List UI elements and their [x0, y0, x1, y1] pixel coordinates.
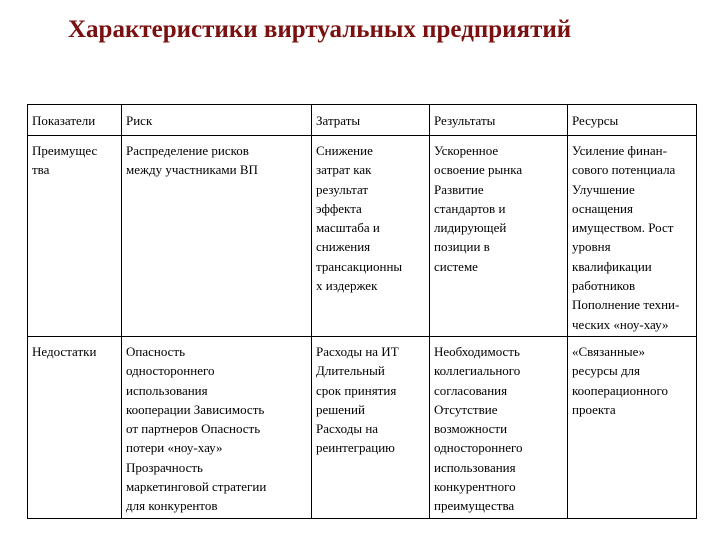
advantages-resources-cell: Усиление финан- сового потенциала Улучшение оснащения имуществом. Рост уровня квалификации работников Пополнение техни- ческих «ноу-хау»	[568, 136, 697, 337]
header-cell-results: Результаты	[430, 105, 568, 136]
page-title: Характеристики виртуальных предприятий	[68, 16, 572, 43]
advantages-results-cell: Ускоренное освоение рынка Развитие стандартов и лидирующей позиции в системе	[430, 136, 568, 337]
row-label-disadvantages: Недостатки	[28, 336, 122, 518]
table-header-row	[28, 105, 697, 136]
characteristics-table	[27, 104, 697, 519]
table-row-advantages	[28, 136, 697, 337]
disadvantages-costs-cell: Расходы на ИТ Длительный срок принятия решений Расходы на реинтеграцию	[312, 336, 430, 518]
header-cell-costs: Затраты	[312, 105, 430, 136]
advantages-risk-cell: Распределение рисков между участниками ВП	[122, 136, 312, 337]
header-cell-indicators: Показатели	[28, 105, 122, 136]
header-cell-risk: Риск	[122, 105, 312, 136]
disadvantages-results-cell: Необходимость коллегиального согласования Отсутствие возможности одностороннего использования конкурентного преимущества	[430, 336, 568, 518]
table-row-disadvantages	[28, 336, 697, 518]
disadvantages-resources-cell: «Связанные» ресурсы для кооперационного проекта	[568, 336, 697, 518]
disadvantages-risk-cell: Опасность одностороннего использования кооперации Зависимость от партнеров Опасность потери «ноу-хау» Прозрачность маркетинговой стратегии для конкурентов	[122, 336, 312, 518]
advantages-costs-cell: Снижение затрат как результат эффекта масштаба и снижения трансакционны х издержек	[312, 136, 430, 337]
row-label-advantages: Преимущес тва	[28, 136, 122, 337]
header-cell-resources: Ресурсы	[568, 105, 697, 136]
